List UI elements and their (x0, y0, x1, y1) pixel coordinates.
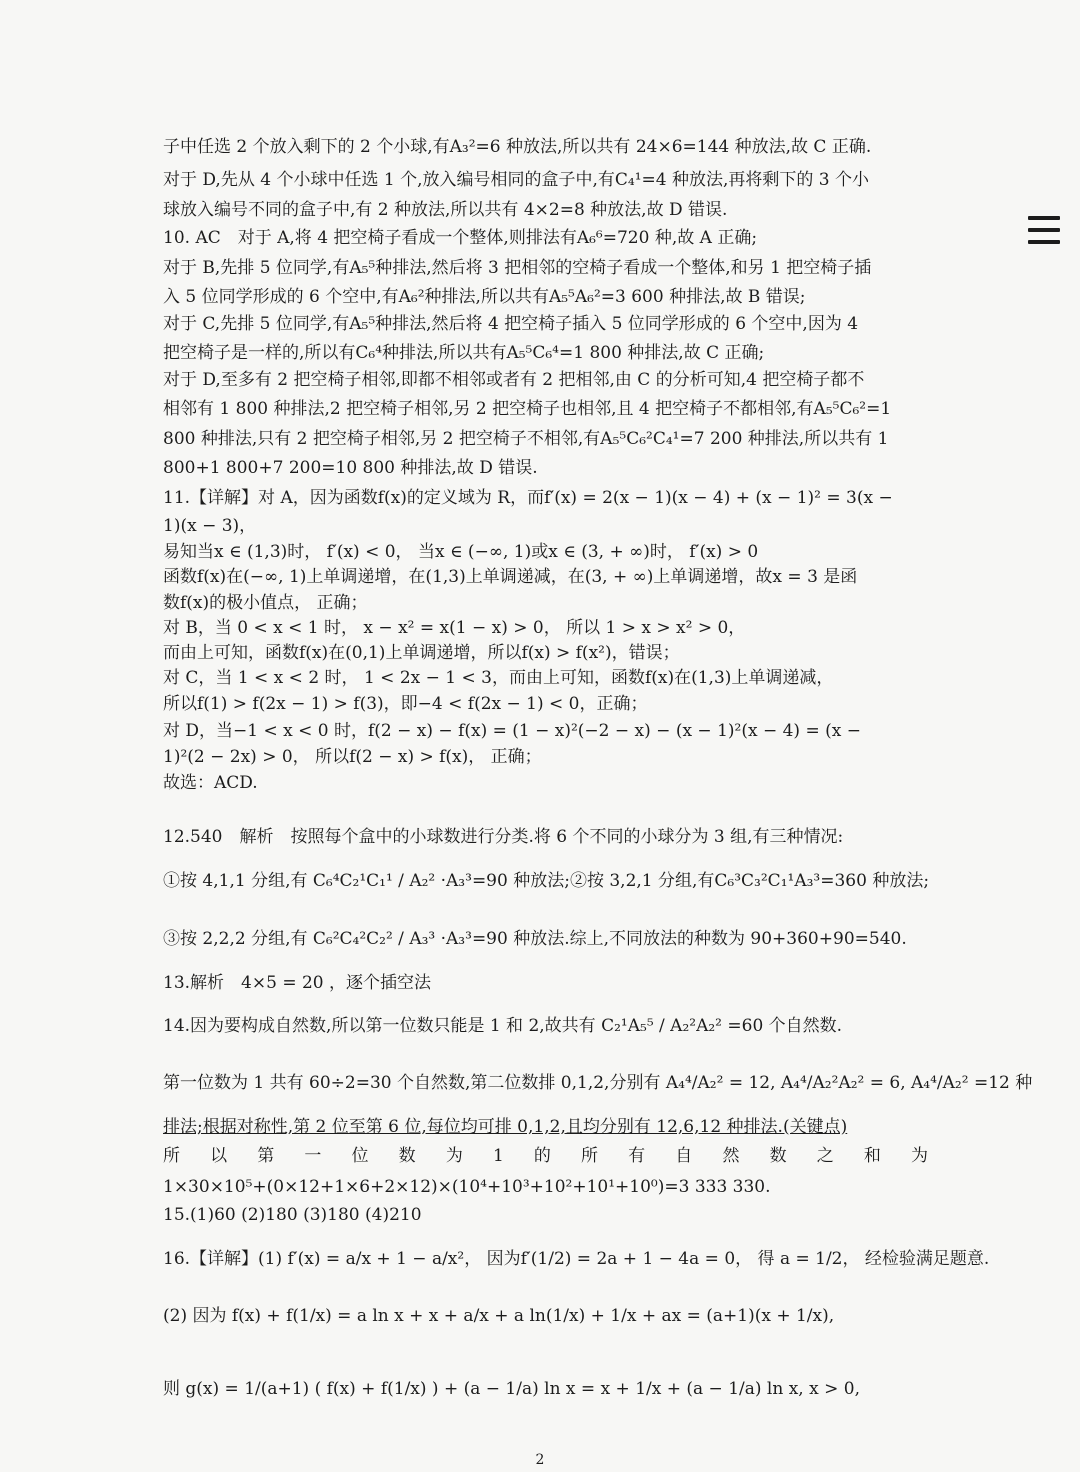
text-line: 数f(x)的极小值点， 正确； (163, 593, 368, 613)
text-line: 所 以 第 一 位 数 为 1 的 所 有 自 然 数 之 和 为 (163, 1146, 928, 1166)
text-line: 而由上可知，函数f(x)在(0,1)上单调递增，所以f(x) > f(x²)，错误； (163, 643, 680, 663)
text-line: 1)(x − 3)， (163, 516, 257, 536)
text-line: 对 D，当−1 < x < 0 时，f(2 − x) − f(x) = (1 − x)²(−2 − x) − (x − 1)²(x − 4) = (x − (163, 721, 861, 741)
text-line: 11.【详解】对 A，因为函数f(x)的定义域为 R，而f′(x) = 2(x − 1)(x − 4) + (x − 1)² = 3(x − (163, 488, 893, 508)
text-line: 1)²(2 − 2x) > 0， 所以f(2 − x) > f(x)， 正确； (163, 747, 542, 767)
text-line: 入 5 位同学形成的 6 个空中,有A₆²种排法,所以共有A₅⁵A₆²=3 600 种排法,故 B 错误; (163, 287, 806, 307)
text-line (163, 1116, 928, 1138)
text-line: 12.540 解析 按照每个盒中的小球数进行分类.将 6 个不同的小球分为 3 组,有三种情况: (163, 827, 844, 847)
text-line: 10. AC 对于 A,将 4 把空椅子看成一个整体,则排法有A₆⁶=720 种,故 A 正确; (163, 228, 758, 248)
text-line: 800+1 800+7 200=10 800 种排法,故 D 错误. (163, 458, 538, 478)
text-line: ①按 4,1,1 分组,有 C₆⁴C₂¹C₁¹ / A₂² ·A₃³=90 种放法;②按 3,2,1 分组,有C₆³C₃²C₁¹A₃³=360 种放法; (163, 871, 930, 891)
text-line: 800 种排法,只有 2 把空椅子相邻,另 2 把空椅子不相邻,有A₅⁵C₆²C₄¹=7 200 种排法,所以共有 1 (163, 429, 889, 449)
text-line: 把空椅子是一样的,所以有C₆⁴种排法,所以共有A₅⁵C₆⁴=1 800 种排法,故 C 正确; (163, 343, 765, 363)
text-line: 对于 C,先排 5 位同学,有A₅⁵种排法,然后将 4 把空椅子插入 5 位同学形成的 6 个空中,因为 4 (163, 314, 859, 334)
text-line: 所以f(1) > f(2x − 1) > f(3)，即−4 < f(2x − 1) < 0，正确； (163, 694, 648, 714)
text-line: 对于 B,先排 5 位同学,有A₅⁵种排法,然后将 3 把相邻的空椅子看成一个整体,和另 1 把空椅子插 (163, 258, 872, 278)
text-line: 易知当x ∈ (1,3)时， f′(x) < 0， 当x ∈ (−∞, 1)或x ∈ (3, + ∞)时， f′(x) > 0 (163, 542, 759, 562)
text-line: 13.解析 4×5 = 20 ，逐个插空法 (163, 973, 431, 993)
text-line: 则 g(x) = 1/(a+1) ( f(x) + f(1/x) ) + (a − 1/a) ln x = x + 1/x + (a − 1/a) ln x, x > 0, (163, 1379, 860, 1399)
text-line: 对 C，当 1 < x < 2 时， 1 < 2x − 1 < 3，而由上可知，函数f(x)在(1,3)上单调递减， (163, 668, 834, 688)
text-line: 函数f(x)在(−∞, 1)上单调递增，在(1,3)上单调递减，在(3, + ∞)上单调递增，故x = 3 是函 (163, 567, 858, 587)
text-line: 15.(1)60 (2)180 (3)180 (4)210 (163, 1205, 422, 1225)
text-line: 16.【详解】(1) f′(x) = a/x + 1 − a/x²， 因为f′(1/2) = 2a + 1 − 4a = 0， 得 a = 1/2， 经检验满足题意. (163, 1249, 990, 1269)
underlined-text: 排法;根据对称性,第 2 位至第 6 位,每位均可排 0,1,2,且均分别有 12,6,12 种排法.(关键点) (163, 1117, 848, 1137)
text-line: 相邻有 1 800 种排法,2 把空椅子相邻,另 2 把空椅子也相邻,且 4 把空椅子不都相邻,有A₅⁵C₆²=1 (163, 399, 892, 419)
hamburger-menu-icon[interactable] (1028, 216, 1060, 248)
text-line: 对于 D,至多有 2 把空椅子相邻,即都不相邻或者有 2 把相邻,由 C 的分析可知,4 把空椅子都不 (163, 370, 865, 390)
text-line: (2) 因为 f(x) + f(1/x) = a ln x + x + a/x + a ln(1/x) + 1/x + ax = (a+1)(x + 1/x), (163, 1306, 835, 1326)
text-line: 第一位数为 1 共有 60÷2=30 个自然数,第二位数排 0,1,2,分别有 A₄⁴/A₂² = 12, A₄⁴/A₂²A₂² = 6, A₄⁴/A₂² =12 种 (163, 1073, 1033, 1093)
page-number: 2 (535, 1452, 545, 1468)
text-line: ③按 2,2,2 分组,有 C₆²C₄²C₂² / A₃³ ·A₃³=90 种放法.综上,不同放法的种数为 90+360+90=540. (163, 929, 907, 949)
text-line: 球放入编号不同的盒子中,有 2 种放法,所以共有 4×2=8 种放法,故 D 错误. (163, 200, 728, 220)
text-line: 故选：ACD. (163, 773, 258, 793)
text-line: 对 B，当 0 < x < 1 时， x − x² = x(1 − x) > 0， 所以 1 > x > x² > 0， (163, 618, 746, 638)
text-line: 子中任选 2 个放入剩下的 2 个小球,有A₃²=6 种放法,所以共有 24×6=144 种放法,故 C 正确. (163, 137, 872, 157)
text-line: 对于 D,先从 4 个小球中任选 1 个,放入编号相同的盒子中,有C₄¹=4 种放法,再将剩下的 3 个小 (163, 170, 870, 190)
text-line: 1×30×10⁵+(0×12+1×6+2×12)×(10⁴+10³+10²+10¹+10⁰)=3 333 330. (163, 1177, 771, 1197)
text-line: 14.因为要构成自然数,所以第一位数只能是 1 和 2,故共有 C₂¹A₅⁵ / A₂²A₂² =60 个自然数. (163, 1016, 843, 1036)
